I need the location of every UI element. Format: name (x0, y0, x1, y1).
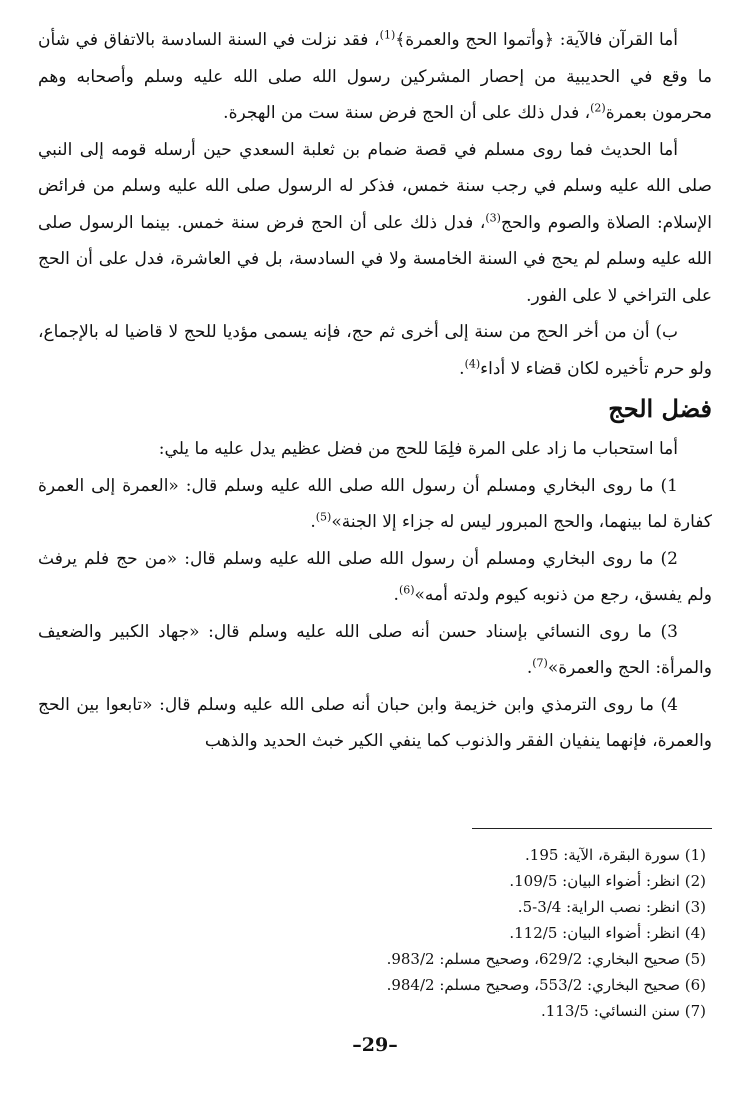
paragraph-text: . (526, 658, 533, 678)
footnote-divider (472, 828, 712, 829)
footnote-ref[interactable]: (5) (315, 510, 332, 524)
paragraph-hadith (38, 132, 712, 315)
footnote-ref[interactable]: (4) (464, 356, 481, 370)
footnotes (306, 842, 706, 1024)
paragraph-text: ، فدل ذلك على أن الحج فرض سنة ست من الهجرة. (223, 103, 591, 123)
paragraph-text: ، فقد نزلت في السنة السادسة بالاتفاق في شأن ما وقع في الحديبية من إحصار المشركين رسول الله صلى الله عليه وسلم وأصحابه وهم محرمون بعمرة (38, 30, 712, 123)
footnote-item: (2) انظر: أضواء البيان: 109/5. (509, 872, 706, 890)
footnote-item: (3) انظر: نصب الراية: 3/4-5. (517, 898, 706, 916)
page-body (38, 22, 712, 760)
paragraph-text: . (393, 585, 399, 605)
paragraph-text: 3) ما روى النسائي بإسناد حسن أنه صلى الله عليه وسلم قال: «جهاد الكبير والضعيف والمرأة: الحج والعمرة» (38, 621, 712, 678)
footnote-ref[interactable]: (7) (532, 656, 548, 670)
paragraph-text: 2) ما روى البخاري ومسلم أن رسول الله صلى الله عليه وسلم قال: «من حج فلم يرفث ولم يفسق، رجع من ذنوبه كيوم ولدته أمه» (38, 548, 712, 605)
page-number: –29– (352, 1034, 398, 1056)
paragraph-text: ، فدل ذلك على أن الحج فرض سنة خمس. بينما الرسول صلى الله عليه وسلم لم يحج في السنة الخامسة ولا في السادسة، بل في العاشرة، فدل على أن الحج على التراخي لا على الفور. (38, 212, 712, 306)
section-heading: فضل الحج (608, 394, 712, 423)
paragraph-item-3 (38, 614, 712, 687)
paragraph-b (38, 314, 712, 387)
paragraph-item-4: 4) ما روى الترمذي وابن خزيمة وابن حبان أنه صلى الله عليه وسلم قال: «تابعوا بين الحج والعمرة، فإنهما ينفيان الفقر والذنوب كما ينفي الكير خبث الحديد والذهب (38, 694, 712, 751)
paragraph-text: . (459, 358, 465, 379)
footnote-item: (1) سورة البقرة، الآية: 195. (525, 846, 706, 864)
paragraph-quran (38, 22, 712, 132)
footnote-item: (7) سنن النسائي: 113/5. (540, 1002, 706, 1020)
paragraph-text: . (310, 512, 316, 532)
footnote-ref[interactable]: (1) (379, 28, 396, 42)
paragraph-text: أما الحديث فما روى مسلم في قصة ضمام بن ثعلبة السعدي حين أرسله قومه إلى النبي صلى الله عليه وسلم في رجب سنة خمس، فذكر له الرسول صلى الله عليه وسلم من فرائض الإسلام: الصلاة والصوم والحج (38, 139, 713, 233)
footnote-item: (5) صحيح البخاري: 629/2، وصحيح مسلم: 983/2. (386, 950, 706, 968)
footnote-ref[interactable]: (3) (485, 210, 501, 224)
footnote-item: (6) صحيح البخاري: 553/2، وصحيح مسلم: 984/2. (386, 976, 706, 994)
paragraph-item-2 (38, 541, 712, 614)
paragraph-text: 1) ما روى البخاري ومسلم أن رسول الله صلى الله عليه وسلم قال: «العمرة إلى العمرة كفارة لما بينهما، والحج المبرور ليس له جزاء إلا الجنة» (38, 475, 712, 532)
paragraph-item-1 (38, 468, 712, 541)
paragraph-text: أما القرآن فالآية: ﴿وأتموا الحج والعمرة﴾ (395, 30, 678, 50)
footnote-ref[interactable]: (6) (398, 583, 415, 597)
paragraph-intro: أما استحباب ما زاد على المرة فلِمَا للحج من فضل عظيم يدل عليه ما يلي: (158, 439, 678, 459)
footnote-ref[interactable]: (2) (590, 101, 606, 115)
footnote-item: (4) انظر: أضواء البيان: 112/5. (509, 924, 706, 942)
paragraph-text: ب) أن من أخر الحج من سنة إلى أخرى ثم حج، فإنه يسمى مؤديا للحج لا قاضيا له بالإجماع، ولو حرم تأخيره لكان قضاء لا أداء (38, 322, 712, 379)
